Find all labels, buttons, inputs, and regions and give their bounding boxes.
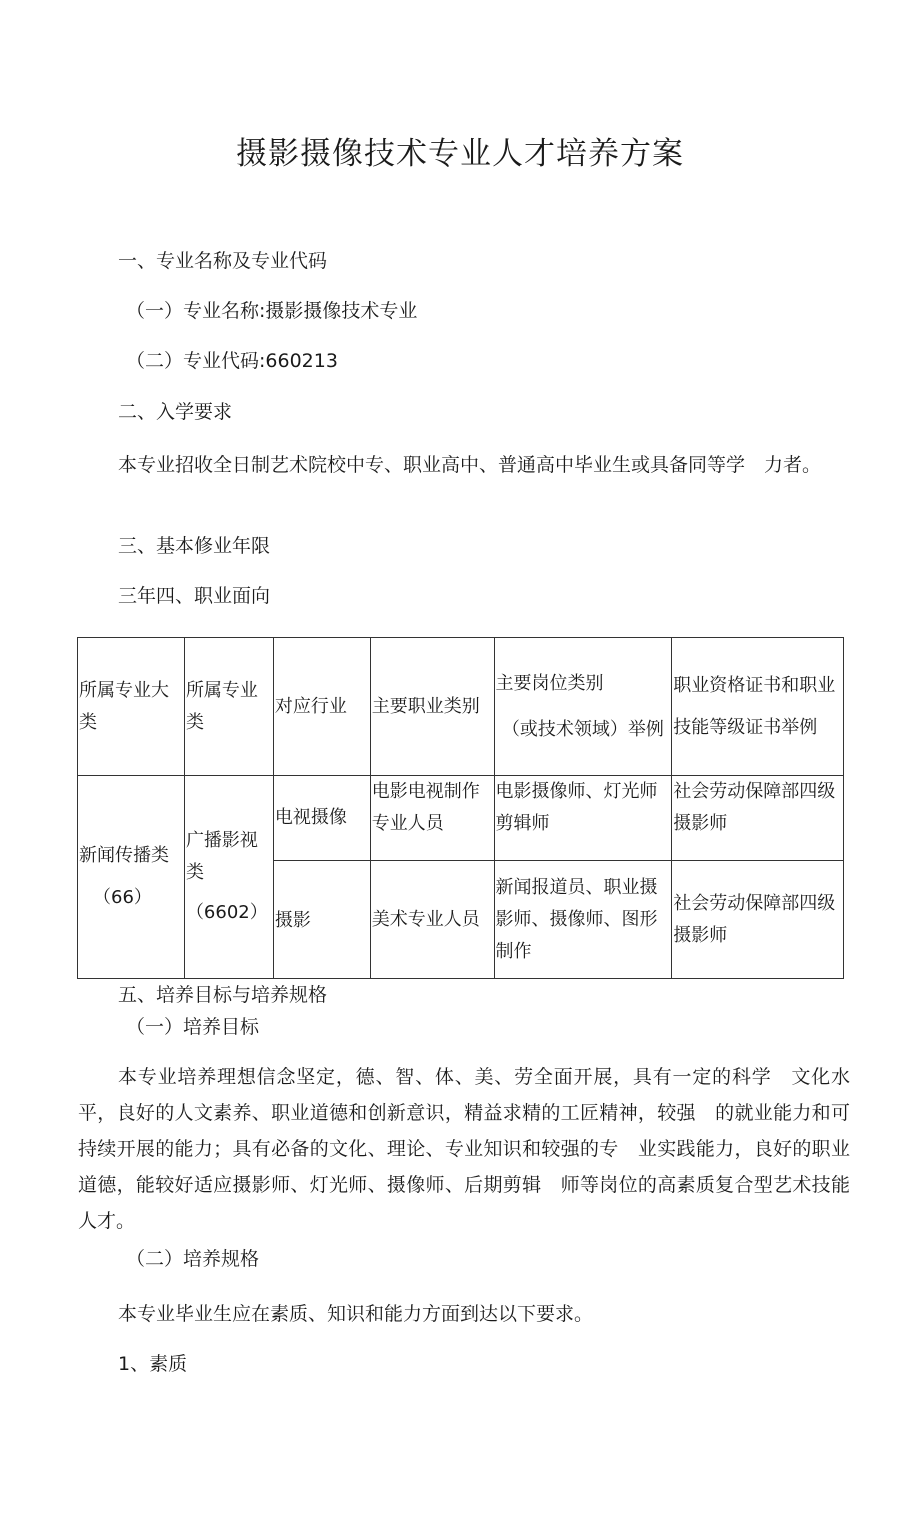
table-row [78,776,844,861]
section-5-heading: 五、培养目标与培养规格 [118,984,328,1006]
career-table [77,637,844,979]
header-positions-line2: （或技术领域）举例 [501,718,664,740]
major-class-code: （6602） [185,902,268,923]
header-certificate-line1: 职业资格证书和职 [673,674,818,696]
header-positions [494,638,672,776]
certificate-cell: 社会劳动保障部四级摄影师 [672,861,844,979]
major-class-cell [184,776,273,979]
occupation-cell: 电影电视制作专业人员 [370,776,494,861]
header-major-category: 所属专业大类 [78,638,185,776]
section-1-heading: 一、专业名称及专业代码 [118,250,328,272]
training-goal-heading: （一）培养目标 [126,1016,260,1038]
major-name: （一）专业名称:摄影摄像技术专业 [126,300,418,322]
industry-cell: 摄影 [273,861,370,979]
major-category-cell [78,776,185,979]
section-2-heading: 二、入学要求 [118,401,233,423]
page-title: 摄影摄像技术专业人才培养方案 [236,136,684,172]
major-code: （二）专业代码:660213 [126,350,338,372]
header-certificate [672,638,844,776]
industry-cell: 电视摄像 [273,776,370,861]
quality-heading: 1、素质 [118,1353,188,1375]
training-spec-text: 本专业毕业生应在素质、知识和能力方面到达以下要求。 [118,1303,594,1325]
header-industry: 对应行业 [273,638,370,776]
header-positions-line1: 主要岗位类别 [495,672,604,694]
major-category-code: （66） [93,887,152,908]
major-class: 广播影视类 [185,830,258,883]
training-goal-text: 本专业培养理想信念坚定，德、智、体、美、劳全面开展，具有一定的科学 文化水平，良好的人文素养、职业道德和创新意识，精益求精的工匠精神，较强 的就业能力和可持续开展的能力；具有必备的文化、理论、专业知识和较强的专 业实践能力，良好的职业道德，能较好适应摄影师、灯光师、摄像师、后期剪辑 师等岗位的高素质复合型艺术技能人才。 [78,1066,850,1232]
header-occupation: 主要职业类别 [370,638,494,776]
duration-text: 三年四、职业面向 [118,585,271,607]
certificate-cell: 社会劳动保障部四级摄影师 [672,776,844,861]
section-3-heading: 三、基本修业年限 [118,535,271,557]
admission-text: 本专业招收全日制艺术院校中专、职业高中、普通高中毕业生或具备同等学 力者。 [118,454,822,476]
major-category: 新闻传播类 [79,845,169,866]
occupation-cell: 美术专业人员 [370,861,494,979]
training-spec-heading: （二）培养规格 [126,1248,260,1270]
header-major-class: 所属专业类 [184,638,273,776]
positions-cell: 电影摄像师、灯光师剪辑师 [494,776,672,861]
table-header-row [78,638,844,776]
header-certificate-line2: 业技能等级证书举例 [673,674,836,738]
positions-cell: 新闻报道员、职业摄影师、摄像师、图形制作 [494,861,672,979]
